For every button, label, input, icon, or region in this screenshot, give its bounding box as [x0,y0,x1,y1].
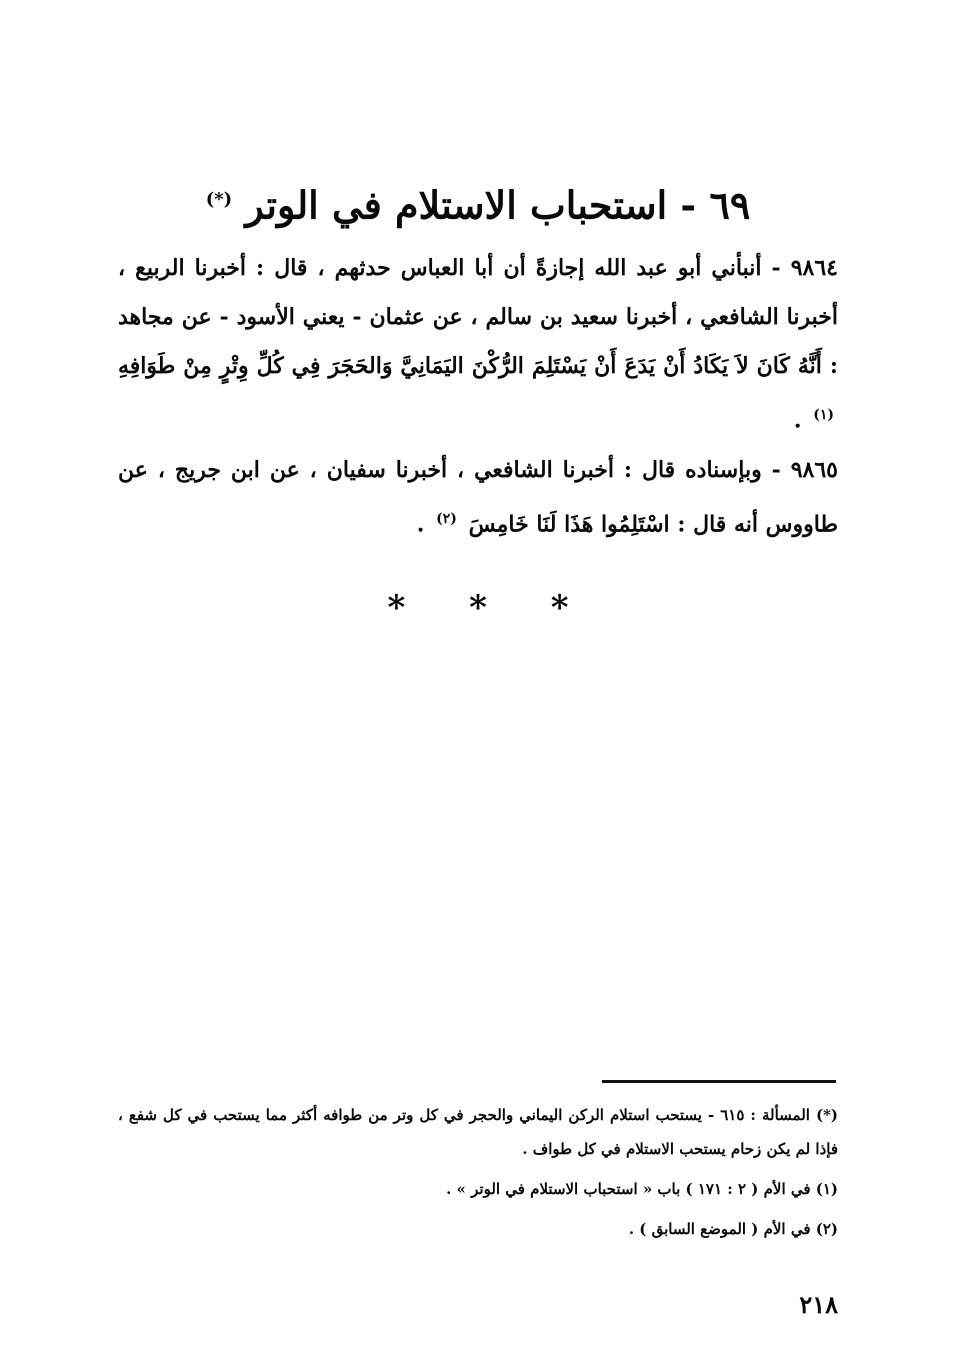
separator-star: * [387,588,406,628]
hadith-9864-end: . [793,407,802,434]
hadith-9864 [118,244,838,445]
page-number: ٢١٨ [799,1290,838,1319]
hadith-9865-quote: اسْتَلِمُوا هَذَا لَنَا خَامِسَ [468,511,670,538]
separator-star: * [469,588,487,628]
footnote-ref-1[interactable]: (١) [813,407,834,423]
chapter-title-marker: (*) [205,189,233,210]
hadith-9864-lead: ٩٨٦٤ - أنبأني أبو عبد الله إجازةً أن أبا العباس حدثهم ، قال : أخبرنا الربيع ، أخبرنا الشافعي ، أخبرنا سعيد بن سالم ، عن عثمان - يعني الأسود - عن مجاهد : [118,255,838,379]
hadith-9864-quote: أَنَّهُ كَانَ لاَ يَكَادُ أَنْ يَدَعَ أَنْ يَسْتَلِمَ الرُّكْنَ اليَمَانِيَّ وَالحَجَرَ فِي كُلِّ وِتْرٍ مِنْ طَوَافِهِ [118,353,822,379]
footnote-ref-2[interactable]: (٢) [436,511,457,527]
chapter-title [0,170,956,236]
section-separator [0,588,956,628]
footnote-divider [602,1080,836,1083]
chapter-title-text: ٦٩ - استحباب الاستلام في الوتر [245,182,751,228]
hadith-9865-end: . [416,511,425,538]
footnotes [118,1098,838,1252]
hadith-9865 [118,446,838,549]
hadith-9865-lead: ٩٨٦٥ - وبإسناده قال : أخبرنا الشافعي ، أخبرنا سفيان ، عن ابن جريج ، عن طاووس أنه قال : [118,457,838,538]
footnote-main: (*) المسألة : ٦١٥ - يستحب استلام الركن اليماني والحجر في كل وتر من طوافه أكثر مما يستحب في كل شفع ، فإذا لم يكن زحام يستحب الاستلام في كل طواف . [118,1106,839,1158]
footnote-2: (٢) في الأم ( الموضع السابق ) . [628,1220,838,1238]
footnote-1: (١) في الأم ( ٢ : ١٧١ ) باب « استحباب الاستلام في الوتر » . [446,1180,838,1198]
separator-star: * [550,588,569,628]
